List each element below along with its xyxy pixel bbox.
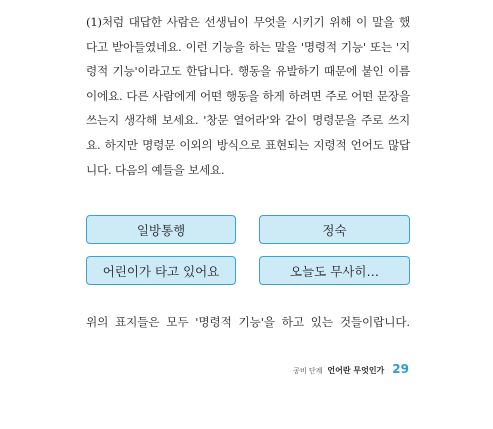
paragraph-line: (1)처럼 대답한 사람은 선생님이 무엇을 시키기 위해 이 말을 했 bbox=[86, 15, 410, 29]
footer-section: 공비 단계 bbox=[293, 367, 323, 375]
paragraph-line: 니다. 다음의 예들을 보세요. bbox=[86, 162, 225, 177]
paragraph-line: 요. 하지만 명령문 이외의 방식으로 표현되는 지령적 언어도 많답 bbox=[86, 137, 410, 152]
paragraph-line: 쓰는지 생각해 보세요. '창문 열어라'와 같이 명령문을 주로 쓰지 bbox=[86, 113, 410, 128]
example-sign-box: 어린이가 타고 있어요 bbox=[86, 256, 236, 285]
footer-chapter-title: 언어란 무엇인가 bbox=[327, 366, 385, 375]
paragraph-line: 령적 기능'이라고도 한답니다. 행동을 유발하기 때문에 붙인 이름 bbox=[86, 64, 410, 79]
example-sign-box: 일방통행 bbox=[86, 215, 236, 244]
example-sign-box: 정숙 bbox=[259, 215, 410, 244]
example-sign-box: 오늘도 무사히… bbox=[259, 256, 410, 285]
paragraph-line: 다고 받아들였네요. 이런 기능을 하는 말을 '명령적 기능' 또는 '지 bbox=[86, 39, 410, 54]
page-footer bbox=[293, 362, 409, 376]
body-paragraph bbox=[86, 10, 410, 182]
page-number: 29 bbox=[392, 362, 409, 376]
summary-sentence: 위의 표지들은 모두 '명령적 기능'을 하고 있는 것들이랍니다. bbox=[86, 315, 410, 329]
paragraph-line: 이에요. 다른 사람에게 어떤 행동을 하게 하려면 주로 어떤 문장을 bbox=[86, 88, 410, 103]
